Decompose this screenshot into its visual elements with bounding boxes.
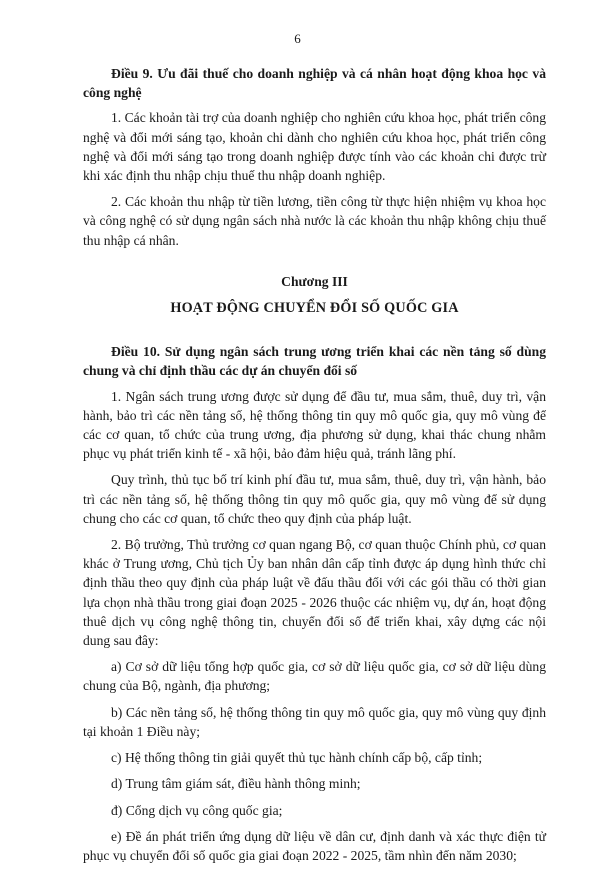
article-9-clause-1: 1. Các khoản tài trợ của doanh nghiệp cho nghiên cứu khoa học, phát triển công nghệ và đổi mới sáng tạo, khoản chi dành cho nghiên cứu khoa học, phát triển công nghệ và đổi mới sáng tạo trong doanh nghiệp được tính vào các khoản chi được trừ khi xác định thu nhập chịu thuế thu nhập doanh nghiệp. [83, 110, 546, 184]
list-item: e) Đề án phát triển ứng dụng dữ liệu về dân cư, định danh và xác thực điện tử phục vụ chuyển đổi số quốc gia giai đoạn 2022 - 2025, tầm nhìn đến năm 2030; [83, 828, 546, 863]
article-10-clause-1: 1. Ngân sách trung ương được sử dụng để đầu tư, mua sắm, thuê, duy trì, vận hành, bảo trì các nền tảng số, hệ thống thông tin quy mô quốc gia, quy mô vùng để các cơ quan, tổ chức của trung ương, địa phương sử dụng, khai thác chung nhằm phục vụ phát triển kinh tế - xã hội, bảo đảm hiệu quả, tránh lãng phí. [83, 388, 546, 462]
page-number: 6 [294, 31, 301, 46]
list-item: a) Cơ sở dữ liệu tổng hợp quốc gia, cơ sở dữ liệu quốc gia, cơ sở dữ liệu dùng chung của Bộ, ngành, địa phương; [83, 659, 546, 694]
chapter-number: Chương III [281, 273, 348, 289]
list-item: d) Trung tâm giám sát, điều hành thông minh; [111, 776, 361, 792]
article-9-clause-2: 2. Các khoản thu nhập từ tiền lương, tiền công từ thực hiện nhiệm vụ khoa học và công nghệ có sử dụng ngân sách nhà nước là các khoản thu nhập không chịu thuế thu nhập cá nhân. [83, 194, 546, 248]
chapter-title: HOẠT ĐỘNG CHUYỂN ĐỔI SỐ QUỐC GIA [170, 300, 459, 317]
list-item: b) Các nền tảng số, hệ thống thông tin quy mô quốc gia, quy mô vùng quy định tại khoản 1 Điều này; [83, 704, 546, 739]
list-item: c) Hệ thống thông tin giải quyết thủ tục hành chính cấp bộ, cấp tỉnh; [111, 750, 483, 766]
article-10-clause-1-continued: Quy trình, thủ tục bố trí kinh phí đầu tư, mua sắm, thuê, duy trì, vận hành, bảo trì các nền tảng số, hệ thống thông tin quy mô quốc gia, quy mô vùng để sử dụng chung cho các cơ quan, tổ chức theo quy định của pháp luật. [83, 472, 546, 526]
article-10-heading: Điều 10. Sử dụng ngân sách trung ương triển khai các nền tảng số dùng chung và chỉ định thầu các dự án chuyển đổi số [83, 344, 546, 379]
document-body [83, 64, 546, 872]
article-9-heading: Điều 9. Ưu đãi thuế cho doanh nghiệp và cá nhân hoạt động khoa học và công nghệ [83, 66, 546, 101]
article-10-clause-2: 2. Bộ trưởng, Thủ trưởng cơ quan ngang Bộ, cơ quan thuộc Chính phủ, cơ quan khác ở Trung ương, Chủ tịch Ủy ban nhân dân cấp tỉnh được áp dụng hình thức chỉ định thầu theo quy định của pháp luật về đấu thầu đối với các gói thầu có thời gian lựa chọn nhà thầu trong giai đoạn 2025 - 2026 thuộc các nhiệm vụ, dự án, hoạt động thuê dịch vụ công nghệ thông tin, chuyển đổi số để triển khai, xây dựng các nội dung sau đây: [83, 537, 546, 649]
list-item: đ) Cổng dịch vụ công quốc gia; [111, 802, 283, 818]
